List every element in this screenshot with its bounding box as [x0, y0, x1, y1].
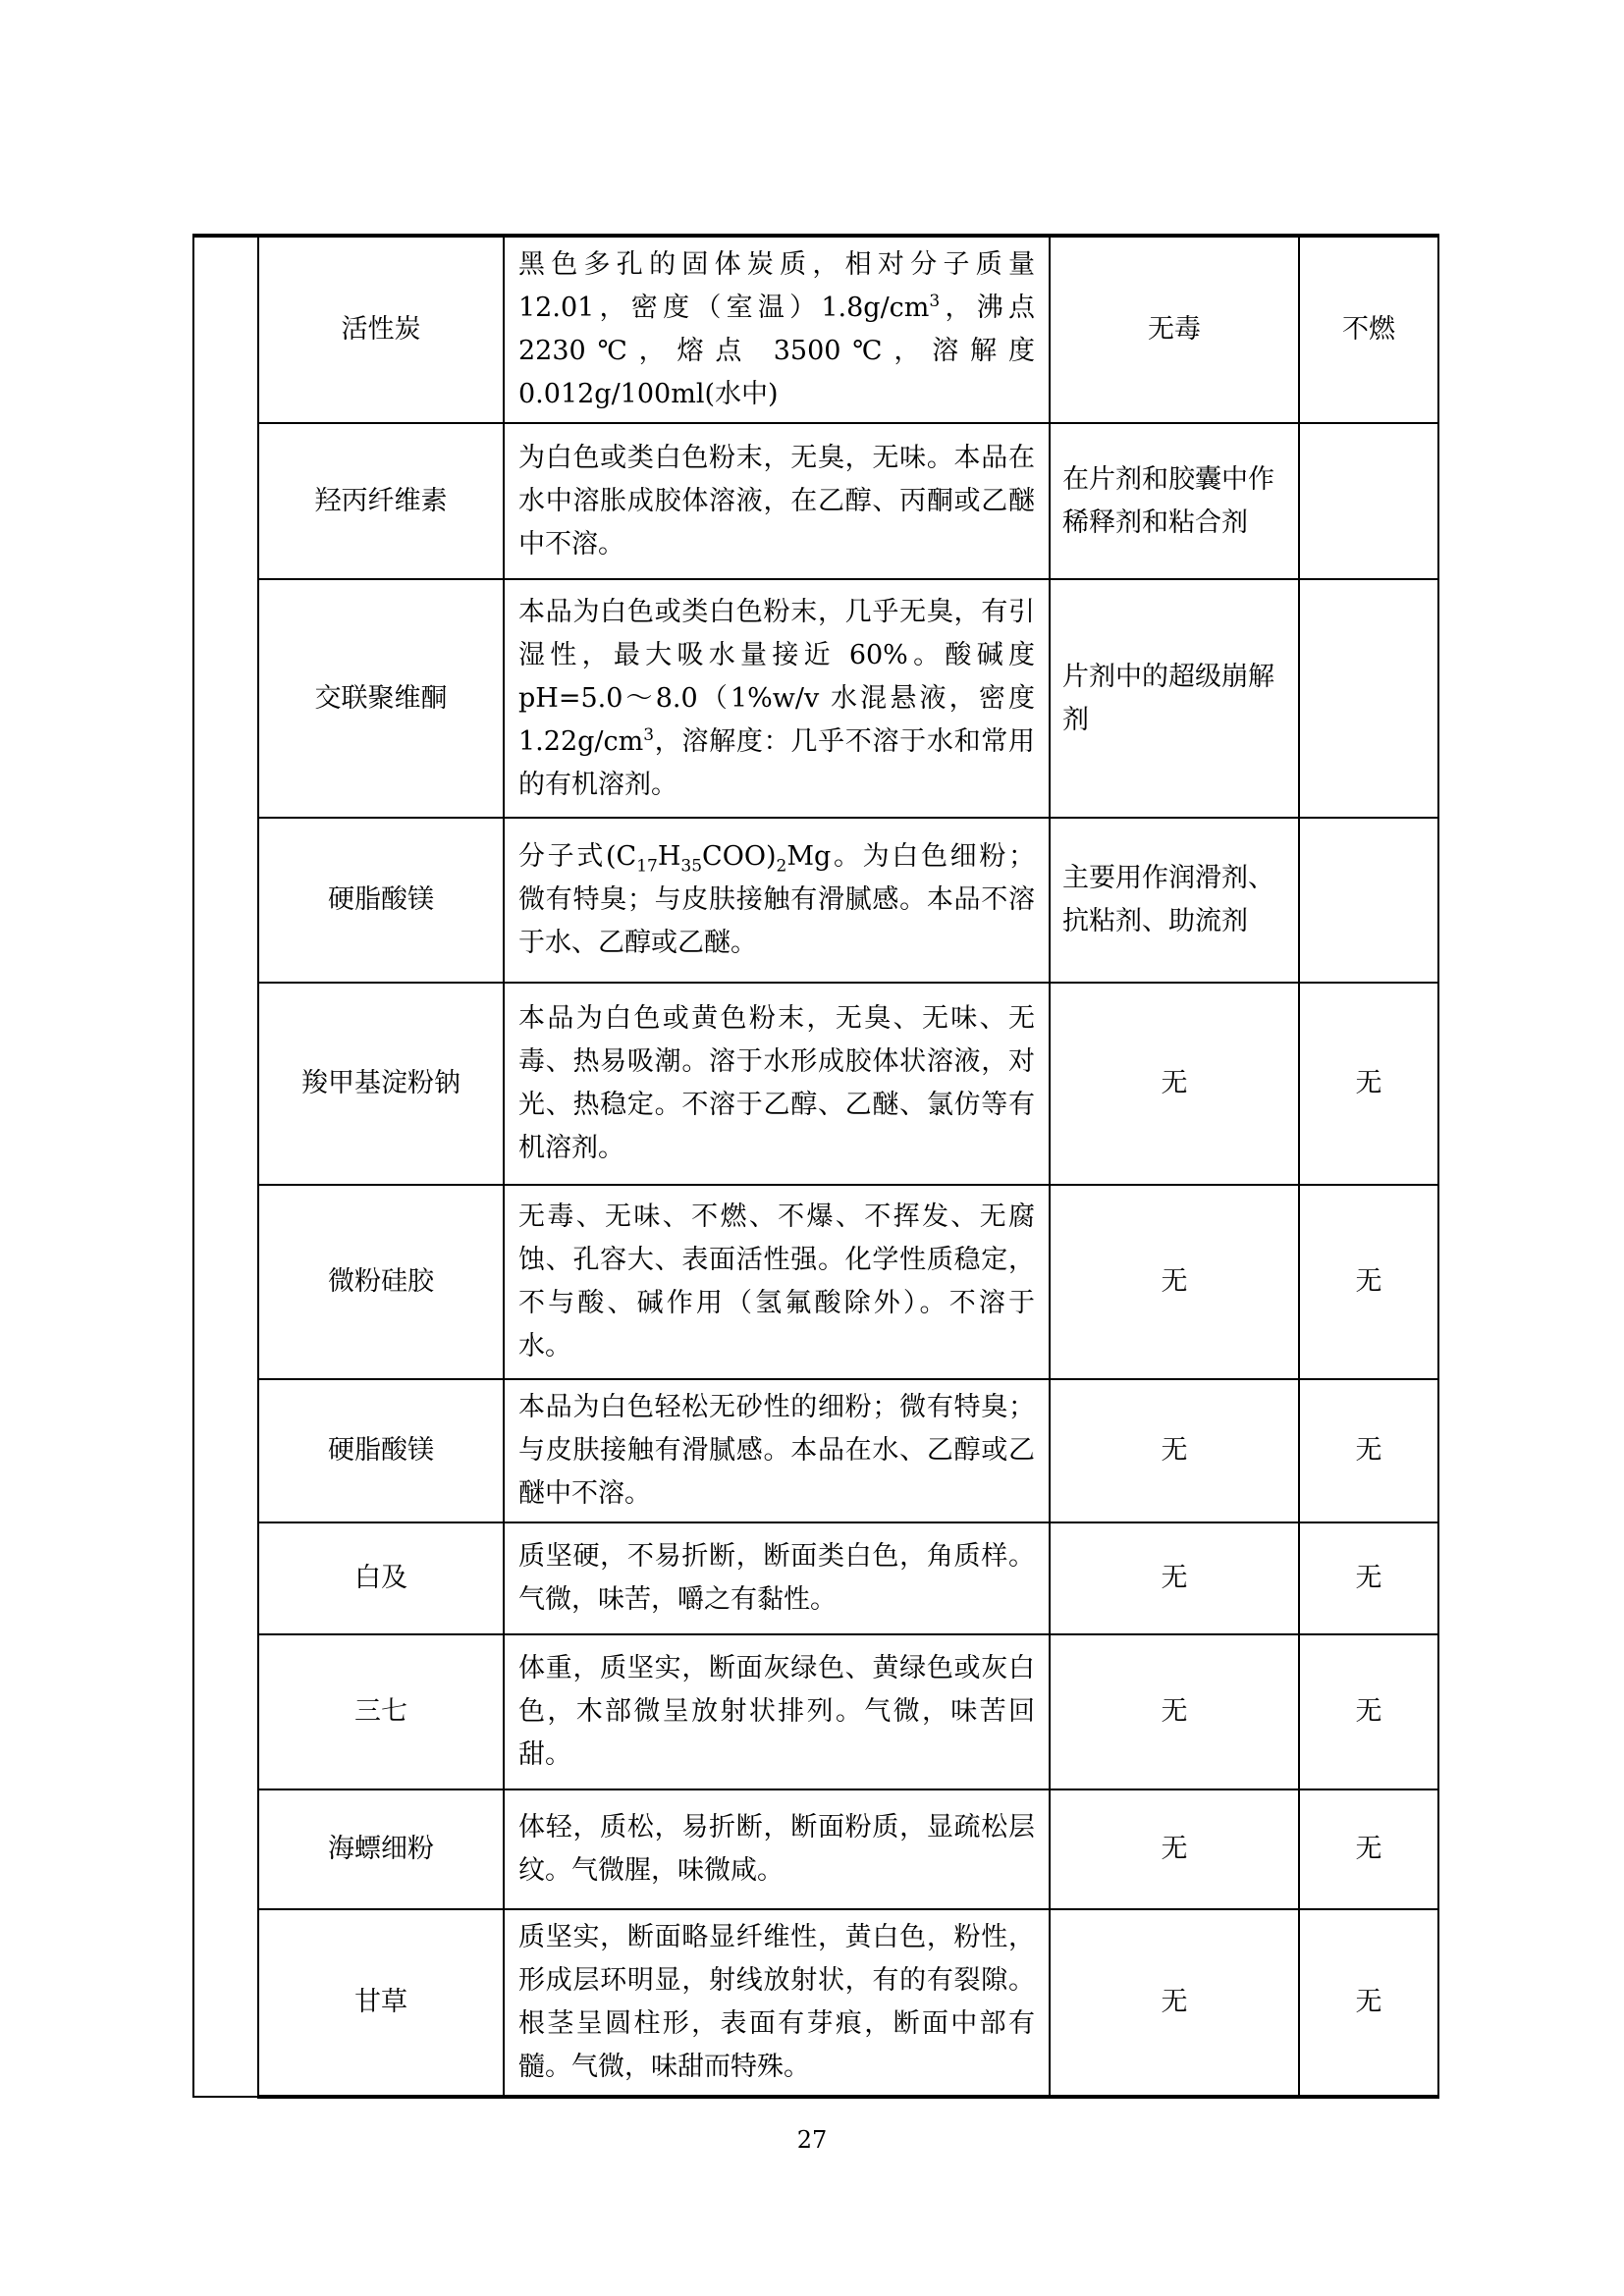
material-properties-cell: 分子式$(C_{17}H_{35}COO)_2Mg$。为白色细粉；微有特臭；与皮肤接触有滑腻感。本品不溶于水、乙醇或乙醚。 — [504, 818, 1050, 983]
material-properties-cell: 本品为白色轻松无砂性的细粉；微有特臭；与皮肤接触有滑腻感。本品在水、乙醇或乙醚中不溶。 — [504, 1379, 1050, 1522]
toxicity-use-cell: 无毒 — [1050, 236, 1299, 423]
material-name-cell: 甘草 — [258, 1909, 504, 2097]
toxicity-use-cell: 无 — [1050, 1789, 1299, 1909]
material-properties-cell: 质坚硬，不易折断，断面类白色，角质样。气微，味苦，嚼之有黏性。 — [504, 1522, 1050, 1634]
table-row — [193, 1789, 1438, 1909]
table-row — [193, 236, 1438, 423]
material-properties-cell: 体轻，质松，易折断，断面粉质，显疏松层纹。气微腥，味微咸。 — [504, 1789, 1050, 1909]
material-properties-cell: 本品为白色或类白色粉末，几乎无臭，有引湿性，最大吸水量接近 60%。酸碱度 pH=5.0～8.0（1%w/v 水混悬液，密度 $1.22g/cm^3$，溶解度：几乎不溶于水和常用的有机溶剂。 — [504, 579, 1050, 818]
flammability-cell: 无 — [1299, 983, 1438, 1185]
table-row — [193, 983, 1438, 1185]
material-properties-cell: 体重，质坚实，断面灰绿色、黄绿色或灰白色，木部微呈放射状排列。气微，味苦回甜。 — [504, 1634, 1050, 1789]
material-name-cell: 白及 — [258, 1522, 504, 1634]
table-row — [193, 1185, 1438, 1379]
material-properties-cell: 黑色多孔的固体炭质，相对分子质量12.01，密度（室温）$1.8g/cm^3$，沸点 2230℃，熔点 3500℃，溶解度 0.012g/100ml(水中) — [504, 236, 1050, 423]
toxicity-use-cell: 无 — [1050, 1379, 1299, 1522]
material-name-cell: 三七 — [258, 1634, 504, 1789]
flammability-cell: 无 — [1299, 1522, 1438, 1634]
toxicity-use-cell: 无 — [1050, 1634, 1299, 1789]
toxicity-use-cell: 无 — [1050, 983, 1299, 1185]
flammability-cell: 无 — [1299, 1789, 1438, 1909]
materials-table-body — [193, 236, 1438, 2097]
material-name-cell: 硬脂酸镁 — [258, 1379, 504, 1522]
toxicity-use-cell: 无 — [1050, 1185, 1299, 1379]
table-row — [193, 1634, 1438, 1789]
flammability-cell: 无 — [1299, 1185, 1438, 1379]
material-properties-cell: 质坚实，断面略显纤维性，黄白色，粉性，形成层环明显，射线放射状，有的有裂隙。根茎呈圆柱形，表面有芽痕，断面中部有髓。气微，味甜而特殊。 — [504, 1909, 1050, 2097]
flammability-cell — [1299, 579, 1438, 818]
flammability-cell — [1299, 818, 1438, 983]
material-name-cell: 交联聚维酮 — [258, 579, 504, 818]
material-properties-cell: 无毒、无味、不燃、不爆、不挥发、无腐蚀、孔容大、表面活性强。化学性质稳定，不与酸、碱作用（氢氟酸除外）。不溶于水。 — [504, 1185, 1050, 1379]
page-number: 27 — [796, 2126, 828, 2154]
flammability-cell: 无 — [1299, 1379, 1438, 1522]
flammability-cell — [1299, 423, 1438, 579]
table-row — [193, 1522, 1438, 1634]
flammability-cell: 无 — [1299, 1909, 1438, 2097]
material-name-cell: 硬脂酸镁 — [258, 818, 504, 983]
toxicity-use-cell: 主要用作润滑剂、抗粘剂、助流剂 — [1050, 818, 1299, 983]
material-name-cell: 活性炭 — [258, 236, 504, 423]
flammability-cell: 无 — [1299, 1634, 1438, 1789]
material-name-cell: 海螵细粉 — [258, 1789, 504, 1909]
material-properties-cell: 为白色或类白色粉末，无臭，无味。本品在水中溶胀成胶体溶液，在乙醇、丙酮或乙醚中不溶。 — [504, 423, 1050, 579]
flammability-cell: 不燃 — [1299, 236, 1438, 423]
materials-table — [192, 234, 1439, 2099]
table-row — [193, 1379, 1438, 1522]
material-properties-cell: 本品为白色或黄色粉末，无臭、无味、无毒、热易吸潮。溶于水形成胶体状溶液，对光、热稳定。不溶于乙醇、乙醚、氯仿等有机溶剂。 — [504, 983, 1050, 1185]
toxicity-use-cell: 片剂中的超级崩解剂 — [1050, 579, 1299, 818]
material-name-cell: 微粉硅胶 — [258, 1185, 504, 1379]
material-name-cell: 羟丙纤维素 — [258, 423, 504, 579]
toxicity-use-cell: 无 — [1050, 1522, 1299, 1634]
table-row — [193, 1909, 1438, 2097]
table-row — [193, 579, 1438, 818]
material-name-cell: 羧甲基淀粉钠 — [258, 983, 504, 1185]
toxicity-use-cell: 无 — [1050, 1909, 1299, 2097]
table-row — [193, 818, 1438, 983]
table-row — [193, 423, 1438, 579]
toxicity-use-cell: 在片剂和胶囊中作稀释剂和粘合剂 — [1050, 423, 1299, 579]
category-cell — [193, 236, 258, 2097]
